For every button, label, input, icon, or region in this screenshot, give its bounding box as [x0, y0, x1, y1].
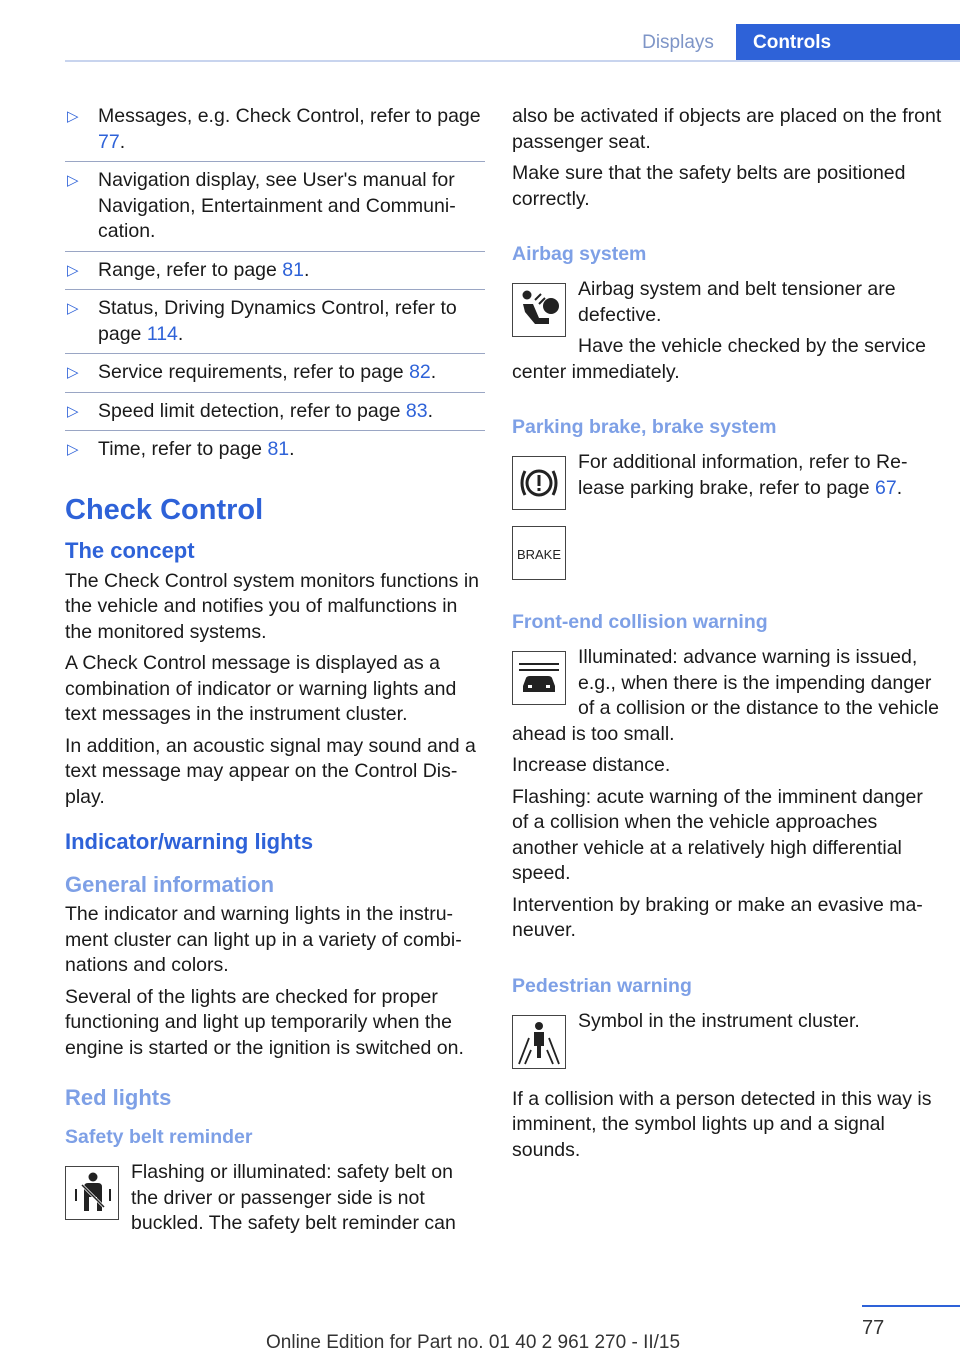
- list-item: [65, 399, 485, 432]
- list-item-text: Time, refer to page: [98, 438, 268, 460]
- page-link[interactable]: 82: [409, 361, 431, 383]
- heading-pedestrian-warning: Pedestrian warning: [512, 974, 692, 997]
- paragraph: Intervention by braking or make an evasive maneuver.: [512, 893, 923, 941]
- tab-controls[interactable]: Controls: [736, 24, 960, 60]
- edition-footer: Online Edition for Part no. 01 40 2 961 270 - II/15: [266, 1332, 681, 1353]
- triangle-bullet-icon: ▷: [67, 402, 79, 420]
- paragraph: Symbol in the instrument cluster.: [578, 1009, 860, 1032]
- paragraph: [512, 450, 942, 501]
- list-item: [65, 104, 485, 162]
- triangle-bullet-icon: ▷: [67, 441, 79, 458]
- list-item: [65, 360, 485, 393]
- brake-warning-icon: [512, 456, 566, 510]
- paragraph: Several of the lights are checked for proper functioning and light up temporarily when the engine is started or the ignition is switched on.: [65, 985, 464, 1059]
- paragraph: In addition, an acoustic signal may sound and a text message may appear on the Control Display.: [65, 734, 476, 808]
- list-item-end: .: [289, 438, 295, 460]
- paragraph: The Check Control system monitors functions in the vehicle and notifies you of malfunctions in the monitored systems.: [65, 569, 479, 643]
- page-link[interactable]: 81: [267, 438, 290, 460]
- paragraph: The indicator and warning lights in the instrument cluster can light up in a variety of combinations and colors.: [65, 903, 462, 976]
- triangle-bullet-icon: ▷: [67, 108, 79, 125]
- paragraph: Make sure that the safety belts are positioned correctly.: [512, 162, 906, 210]
- triangle-bullet-icon: ▷: [67, 364, 79, 381]
- paragraph: Airbag system and belt tensioner are defective.: [578, 278, 896, 326]
- heading-indicator-lights: Indicator/warning lights: [65, 829, 314, 854]
- heading-parking-brake: Parking brake, brake system: [512, 416, 777, 438]
- paragraph: If a collision with a person detected in this way is imminent, the symbol lights up and a signal sounds.: [512, 1087, 932, 1161]
- page-number: 77: [862, 1317, 885, 1339]
- list-item-text: Speed limit detection, refer to page: [98, 399, 406, 422]
- heading-airbag-system: Airbag system: [512, 243, 647, 265]
- page-link[interactable]: 67: [875, 476, 897, 499]
- heading-front-end-collision: Front-end collision warning: [512, 611, 768, 633]
- heading-general-information: General information: [65, 872, 275, 897]
- pedestrian-icon: [512, 1015, 566, 1069]
- paragraph: Flashing or illuminated: safety belt on the driver or passenger side is not buckled. The safety belt reminder can: [131, 1161, 456, 1234]
- heading-concept: The concept: [65, 537, 195, 563]
- triangle-bullet-icon: ▷: [67, 300, 79, 317]
- footer-rule: [862, 1305, 960, 1307]
- header-rule: [65, 60, 960, 62]
- paragraph: Increase distance.: [512, 754, 671, 776]
- left-column: [65, 104, 485, 1243]
- collision-car-icon: [512, 651, 566, 705]
- heading-safety-belt-reminder: Safety belt reminder: [65, 1126, 253, 1148]
- seatbelt-icon: [65, 1166, 119, 1220]
- section-title-check-control: Check Control: [65, 493, 264, 526]
- paragraph: Illuminated: advance warning is issued, e.g., when there is the impending danger of a collision or the distance to the vehicle ahead is too small.: [512, 646, 939, 745]
- paragraph: A Check Control message is displayed as a combination of indicator or warning lights and text messages in the instrument cluster.: [65, 652, 457, 725]
- list-item: [65, 437, 485, 469]
- page-link[interactable]: 81: [282, 258, 304, 281]
- page-link[interactable]: 114: [146, 322, 178, 345]
- list-item-text: Status, Driving Dynamics Control, refer to page: [98, 297, 457, 345]
- right-column: [512, 104, 942, 1169]
- brake-label: BRAKE: [516, 547, 562, 562]
- list-item-end: .: [427, 399, 433, 422]
- list-item-end: .: [177, 322, 184, 345]
- list-item-text: Navigation display, see User's manual for Navigation, Entertainment and Communication.: [98, 169, 456, 242]
- brake-text-icon: [512, 526, 566, 580]
- list-item-end: .: [304, 258, 310, 281]
- list-item-end: .: [119, 130, 126, 153]
- list-item-text: Messages, e.g. Check Control, refer to page: [98, 105, 481, 127]
- list-item-text: Range, refer to page: [98, 258, 283, 281]
- paragraph-text: For additional information, refer to Release parking brake, refer to page: [578, 451, 908, 499]
- paragraph: Flashing: acute warning of the imminent danger of a collision when the vehicle approaches another vehicle at a relatively high differential speed.: [512, 785, 923, 884]
- triangle-bullet-icon: ▷: [67, 261, 79, 279]
- heading-red-lights: Red lights: [65, 1085, 172, 1110]
- page-link[interactable]: 83: [405, 399, 428, 422]
- paragraph: Have the vehicle checked by the service center immediately.: [512, 335, 926, 383]
- list-item: [65, 168, 485, 252]
- paragraph-end: .: [896, 476, 903, 499]
- triangle-bullet-icon: ▷: [67, 172, 79, 189]
- list-item-end: .: [430, 361, 437, 383]
- airbag-icon: [512, 283, 566, 337]
- page-link[interactable]: 77: [98, 130, 120, 153]
- tab-displays[interactable]: Displays: [642, 32, 714, 53]
- list-item: [65, 258, 485, 291]
- list-item: [65, 296, 485, 354]
- list-item-text: Service requirements, refer to page: [98, 361, 410, 383]
- paragraph: also be activated if objects are placed on the front passenger seat.: [512, 105, 942, 153]
